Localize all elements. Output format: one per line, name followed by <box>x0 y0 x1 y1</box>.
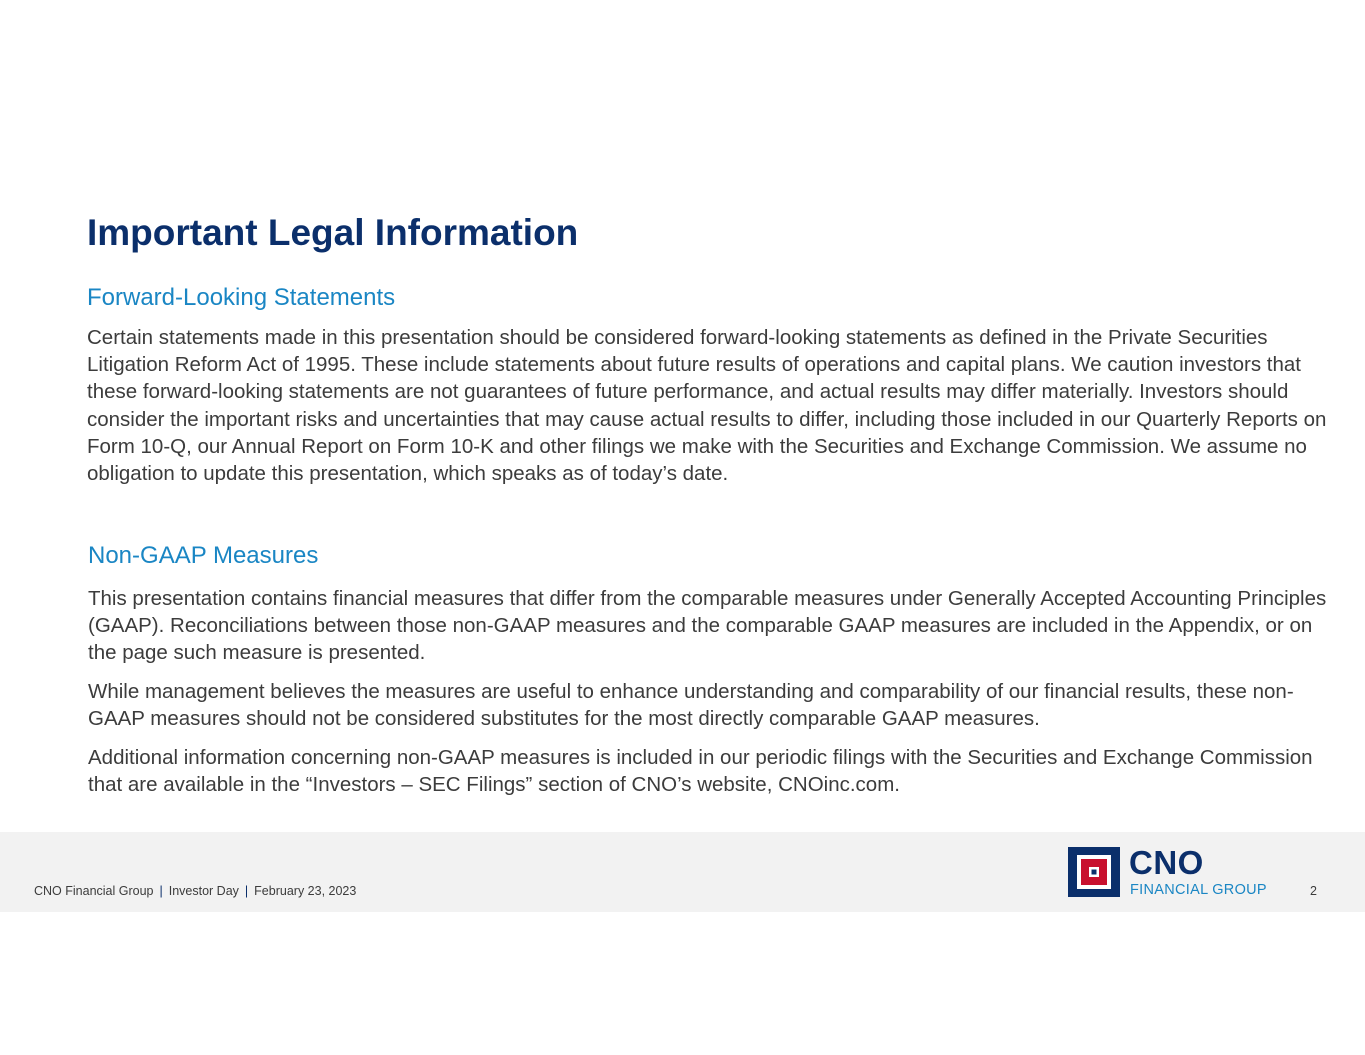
non-gaap-paragraph-3: Additional information concerning non-GAAP measures is included in our periodic filings with the Securities and Exchange Commission that are available in the “Investors – SEC Filings” section of CNO’s website, CNOinc.com. <box>88 746 1313 797</box>
footer-info <box>34 884 356 898</box>
slide-footer <box>0 832 1365 912</box>
slide-title: Important Legal Information <box>87 212 579 253</box>
forward-looking-paragraph: Certain statements made in this presentation should be considered forward-looking statements as defined in the Private Securities Litigation Reform Act of 1995. These include statements about future results of operations and capital plans. We caution investors that these forward-looking statements are not guarantees of future performance, and actual results may differ materially. Investors should consider the important risks and uncertainties that may cause actual results to differ, including those included in our Quarterly Reports on Form 10-Q, our Annual Report on Form 10-K and other filings we make with the Securities and Exchange Commission. We assume no obligation to update this presentation, which speaks as of today’s date. <box>87 326 1327 486</box>
footer-company: CNO Financial Group <box>34 884 154 898</box>
cno-logo <box>1068 844 1278 899</box>
page-number: 2 <box>1310 884 1317 898</box>
logo-name: CNO <box>1129 844 1204 881</box>
forward-looking-heading: Forward-Looking Statements <box>87 284 396 311</box>
cno-logo-mark-icon <box>1068 847 1120 897</box>
non-gaap-paragraph-2: While management believes the measures are useful to enhance understanding and comparability of our financial results, these non-GAAP measures should not be considered substitutes for the most directly comparable GAAP measures. <box>88 680 1294 731</box>
footer-separator: | <box>244 884 249 898</box>
non-gaap-paragraph-1: This presentation contains financial measures that differ from the comparable measures under Generally Accepted Accounting Principles (GAAP). Reconciliations between those non-GAAP measures and the comparable GAAP measures are included in the Appendix, or on the page such measure is presented. <box>88 587 1327 665</box>
footer-date: February 23, 2023 <box>254 884 357 898</box>
footer-separator: | <box>159 884 163 898</box>
logo-subtitle: FINANCIAL GROUP <box>1130 882 1267 898</box>
footer-event: Investor Day <box>168 884 239 898</box>
non-gaap-heading: Non-GAAP Measures <box>88 542 319 569</box>
